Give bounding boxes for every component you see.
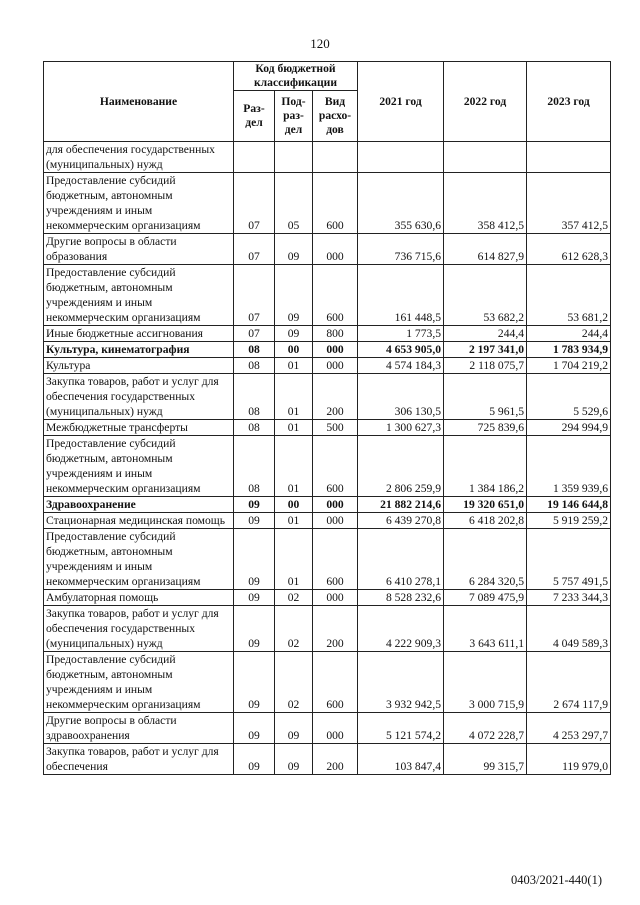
row-razdel: 07 bbox=[234, 326, 275, 342]
row-podrazdel: 02 bbox=[275, 606, 313, 652]
header-name: Наименование bbox=[44, 62, 234, 142]
row-2023-value: 119 979,0 bbox=[527, 744, 611, 775]
table-row bbox=[44, 358, 611, 374]
footer-document-code: 0403/2021-440(1) bbox=[511, 873, 602, 887]
row-name: Предоставление субсидий бюджетным, автономным учреждениям и иным некоммерческим организациям bbox=[44, 265, 234, 326]
row-vid: 800 bbox=[313, 326, 358, 342]
row-2022-value: 358 412,5 bbox=[444, 173, 527, 234]
table-row bbox=[44, 173, 611, 234]
row-razdel: 07 bbox=[234, 173, 275, 234]
row-razdel: 09 bbox=[234, 529, 275, 590]
row-name: Другие вопросы в области здравоохранения bbox=[44, 713, 234, 744]
row-vid: 000 bbox=[313, 713, 358, 744]
row-2023-value: 357 412,5 bbox=[527, 173, 611, 234]
row-2023-value: 1 704 219,2 bbox=[527, 358, 611, 374]
row-2021-value: 355 630,6 bbox=[358, 173, 444, 234]
row-2023-value: 4 253 297,7 bbox=[527, 713, 611, 744]
row-name: Стационарная медицинская помощь bbox=[44, 513, 234, 529]
row-name: Предоставление субсидий бюджетным, автономным учреждениям и иным некоммерческим организациям bbox=[44, 436, 234, 497]
row-name: Здравоохранение bbox=[44, 497, 234, 513]
header-podrazdel: Под-раз-дел bbox=[275, 91, 313, 142]
row-podrazdel: 02 bbox=[275, 652, 313, 713]
row-vid: 600 bbox=[313, 173, 358, 234]
row-razdel: 09 bbox=[234, 713, 275, 744]
row-2021-value: 4 574 184,3 bbox=[358, 358, 444, 374]
row-2023-value: 2 674 117,9 bbox=[527, 652, 611, 713]
row-razdel: 09 bbox=[234, 513, 275, 529]
table-row bbox=[44, 342, 611, 358]
row-vid: 000 bbox=[313, 342, 358, 358]
row-name: Межбюджетные трансферты bbox=[44, 420, 234, 436]
table-row bbox=[44, 606, 611, 652]
row-2022-value: 614 827,9 bbox=[444, 234, 527, 265]
row-2021-value: 161 448,5 bbox=[358, 265, 444, 326]
row-2023-value: 5 757 491,5 bbox=[527, 529, 611, 590]
row-razdel: 08 bbox=[234, 342, 275, 358]
row-name: Амбулаторная помощь bbox=[44, 590, 234, 606]
row-razdel: 09 bbox=[234, 652, 275, 713]
row-2023-value: 4 049 589,3 bbox=[527, 606, 611, 652]
row-name: Культура, кинематография bbox=[44, 342, 234, 358]
row-podrazdel: 00 bbox=[275, 497, 313, 513]
row-podrazdel: 00 bbox=[275, 342, 313, 358]
row-2021-value: 306 130,5 bbox=[358, 374, 444, 420]
row-podrazdel: 01 bbox=[275, 374, 313, 420]
row-name: Предоставление субсидий бюджетным, автономным учреждениям и иным некоммерческим организациям bbox=[44, 173, 234, 234]
row-2023-value bbox=[527, 142, 611, 173]
row-name: для обеспечения государственных (муниципальных) нужд bbox=[44, 142, 234, 173]
table-row bbox=[44, 713, 611, 744]
row-name: Закупка товаров, работ и услуг для обеспечения государственных (муниципальных) нужд bbox=[44, 606, 234, 652]
table-row bbox=[44, 590, 611, 606]
row-2021-value: 103 847,4 bbox=[358, 744, 444, 775]
row-2021-value: 3 932 942,5 bbox=[358, 652, 444, 713]
row-2022-value: 6 418 202,8 bbox=[444, 513, 527, 529]
row-vid: 200 bbox=[313, 606, 358, 652]
row-2023-value: 5 919 259,2 bbox=[527, 513, 611, 529]
row-2022-value: 6 284 320,5 bbox=[444, 529, 527, 590]
row-vid bbox=[313, 142, 358, 173]
header-2022: 2022 год bbox=[444, 62, 527, 142]
row-vid: 600 bbox=[313, 436, 358, 497]
row-2021-value bbox=[358, 142, 444, 173]
row-vid: 600 bbox=[313, 265, 358, 326]
table-row bbox=[44, 513, 611, 529]
row-name: Другие вопросы в области образования bbox=[44, 234, 234, 265]
header-2023: 2023 год bbox=[527, 62, 611, 142]
row-razdel: 07 bbox=[234, 234, 275, 265]
row-podrazdel: 01 bbox=[275, 420, 313, 436]
row-2021-value: 1 300 627,3 bbox=[358, 420, 444, 436]
row-podrazdel: 09 bbox=[275, 744, 313, 775]
header-2021: 2021 год bbox=[358, 62, 444, 142]
row-razdel: 09 bbox=[234, 744, 275, 775]
table-row bbox=[44, 497, 611, 513]
row-podrazdel: 05 bbox=[275, 173, 313, 234]
row-name: Предоставление субсидий бюджетным, автономным учреждениям и иным некоммерческим организациям bbox=[44, 529, 234, 590]
row-razdel: 08 bbox=[234, 420, 275, 436]
row-razdel: 08 bbox=[234, 374, 275, 420]
row-2021-value: 5 121 574,2 bbox=[358, 713, 444, 744]
row-razdel: 08 bbox=[234, 436, 275, 497]
row-2021-value: 6 410 278,1 bbox=[358, 529, 444, 590]
row-razdel: 07 bbox=[234, 265, 275, 326]
row-2023-value: 1 359 939,6 bbox=[527, 436, 611, 497]
row-podrazdel: 01 bbox=[275, 436, 313, 497]
row-vid: 000 bbox=[313, 234, 358, 265]
row-2023-value: 612 628,3 bbox=[527, 234, 611, 265]
row-vid: 200 bbox=[313, 374, 358, 420]
row-2022-value bbox=[444, 142, 527, 173]
row-2022-value: 3 000 715,9 bbox=[444, 652, 527, 713]
row-razdel: 09 bbox=[234, 497, 275, 513]
table-row bbox=[44, 374, 611, 420]
row-podrazdel: 01 bbox=[275, 529, 313, 590]
table-row bbox=[44, 436, 611, 497]
row-vid: 600 bbox=[313, 652, 358, 713]
row-podrazdel: 09 bbox=[275, 265, 313, 326]
row-vid: 000 bbox=[313, 590, 358, 606]
row-vid: 000 bbox=[313, 497, 358, 513]
row-2021-value: 6 439 270,8 bbox=[358, 513, 444, 529]
budget-table bbox=[43, 61, 611, 775]
header-razdel: Раз-дел bbox=[234, 91, 275, 142]
row-name: Предоставление субсидий бюджетным, автономным учреждениям и иным некоммерческим организациям bbox=[44, 652, 234, 713]
row-name: Культура bbox=[44, 358, 234, 374]
row-2023-value: 1 783 934,9 bbox=[527, 342, 611, 358]
row-2021-value: 736 715,6 bbox=[358, 234, 444, 265]
row-podrazdel: 01 bbox=[275, 513, 313, 529]
row-2022-value: 3 643 611,1 bbox=[444, 606, 527, 652]
row-2022-value: 7 089 475,9 bbox=[444, 590, 527, 606]
row-2022-value: 1 384 186,2 bbox=[444, 436, 527, 497]
row-2021-value: 21 882 214,6 bbox=[358, 497, 444, 513]
table-row bbox=[44, 529, 611, 590]
row-vid: 000 bbox=[313, 513, 358, 529]
table-row bbox=[44, 652, 611, 713]
row-podrazdel: 01 bbox=[275, 358, 313, 374]
row-vid: 600 bbox=[313, 529, 358, 590]
row-2022-value: 53 682,2 bbox=[444, 265, 527, 326]
row-podrazdel: 09 bbox=[275, 234, 313, 265]
header-code-group: Код бюджетной классификации bbox=[234, 62, 358, 91]
header-vid: Вид расхо-дов bbox=[313, 91, 358, 142]
row-2022-value: 2 118 075,7 bbox=[444, 358, 527, 374]
row-podrazdel: 09 bbox=[275, 326, 313, 342]
row-vid: 000 bbox=[313, 358, 358, 374]
row-razdel bbox=[234, 142, 275, 173]
row-name: Закупка товаров, работ и услуг для обеспечения bbox=[44, 744, 234, 775]
row-2023-value: 53 681,2 bbox=[527, 265, 611, 326]
row-2023-value: 19 146 644,8 bbox=[527, 497, 611, 513]
row-podrazdel: 02 bbox=[275, 590, 313, 606]
row-2023-value: 294 994,9 bbox=[527, 420, 611, 436]
row-2023-value: 244,4 bbox=[527, 326, 611, 342]
row-vid: 200 bbox=[313, 744, 358, 775]
row-2022-value: 5 961,5 bbox=[444, 374, 527, 420]
row-2021-value: 8 528 232,6 bbox=[358, 590, 444, 606]
table-row bbox=[44, 326, 611, 342]
row-name: Иные бюджетные ассигнования bbox=[44, 326, 234, 342]
table-body bbox=[44, 142, 611, 775]
row-razdel: 09 bbox=[234, 606, 275, 652]
row-vid: 500 bbox=[313, 420, 358, 436]
row-2022-value: 19 320 651,0 bbox=[444, 497, 527, 513]
table-row bbox=[44, 420, 611, 436]
row-2023-value: 7 233 344,3 bbox=[527, 590, 611, 606]
row-2021-value: 2 806 259,9 bbox=[358, 436, 444, 497]
row-podrazdel: 09 bbox=[275, 713, 313, 744]
row-name: Закупка товаров, работ и услуг для обеспечения государственных (муниципальных) нужд bbox=[44, 374, 234, 420]
row-2022-value: 2 197 341,0 bbox=[444, 342, 527, 358]
row-razdel: 08 bbox=[234, 358, 275, 374]
table-row bbox=[44, 265, 611, 326]
table-row bbox=[44, 234, 611, 265]
row-2022-value: 244,4 bbox=[444, 326, 527, 342]
row-2021-value: 1 773,5 bbox=[358, 326, 444, 342]
row-podrazdel bbox=[275, 142, 313, 173]
row-2021-value: 4 222 909,3 bbox=[358, 606, 444, 652]
page-number: 120 bbox=[310, 36, 330, 51]
table-row bbox=[44, 142, 611, 173]
row-2022-value: 99 315,7 bbox=[444, 744, 527, 775]
row-2023-value: 5 529,6 bbox=[527, 374, 611, 420]
row-razdel: 09 bbox=[234, 590, 275, 606]
row-2022-value: 4 072 228,7 bbox=[444, 713, 527, 744]
row-2021-value: 4 653 905,0 bbox=[358, 342, 444, 358]
table-row bbox=[44, 744, 611, 775]
row-2022-value: 725 839,6 bbox=[444, 420, 527, 436]
